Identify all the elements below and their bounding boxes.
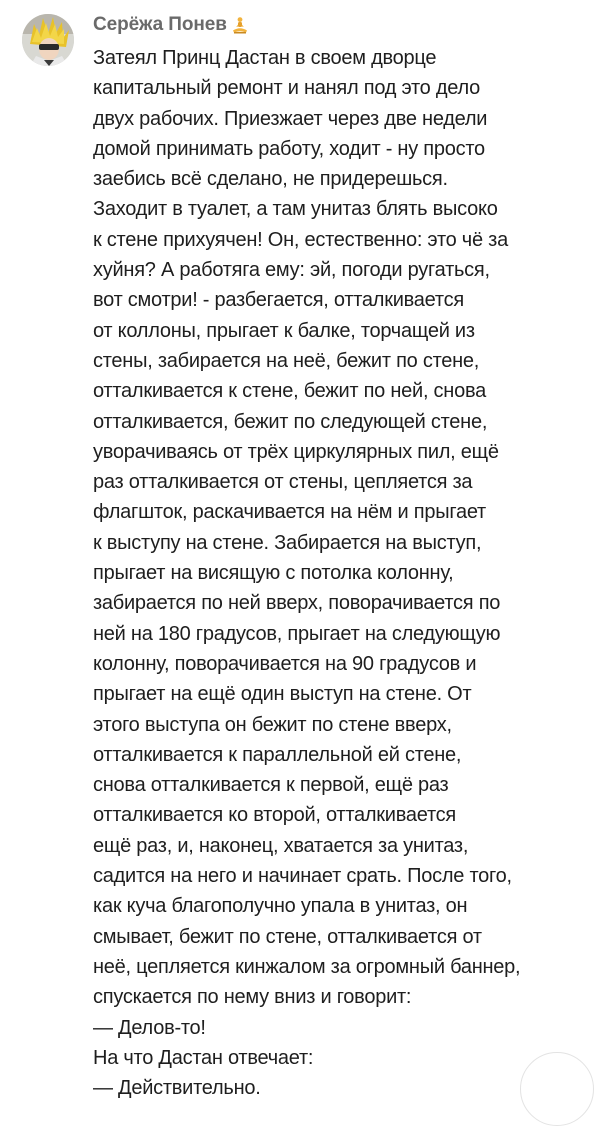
comment-text <box>93 43 598 1103</box>
avatar-image <box>22 14 74 66</box>
message-line: забирается по ней вверх, поворачивается по <box>93 592 501 615</box>
message-line: отталкивается ко второй, отталкивается <box>93 804 456 827</box>
message-line: отталкивается к стене, бежит по ней, снова <box>93 380 486 403</box>
message-line: прыгает на висящую с потолка колонну, <box>93 562 454 585</box>
message-line: Заходит в туалет, а там унитаз блять высоко <box>93 198 498 221</box>
message-line: капитальный ремонт и нанял под это дело <box>93 77 481 100</box>
message-line: флагшток, раскачивается на нём и прыгает <box>93 501 486 524</box>
message-line: — Делов-то! <box>93 1016 206 1039</box>
message-line: к стене прихуячен! Он, естественно: это чё за <box>93 228 508 251</box>
message-line: садится на него и начинает срать. После того, <box>93 865 512 888</box>
message-line: вот смотри! - разбегается, отталкивается <box>93 289 464 312</box>
message-line: спускается по нему вниз и говорит: <box>93 986 412 1009</box>
message-line: колонну, поворачивается на 90 градусов и <box>93 652 477 675</box>
message-line: раз отталкивается от стены, цепляется за <box>93 471 473 494</box>
avatar[interactable] <box>22 14 74 66</box>
message-line: заебись всё сделано, не придерешься. <box>93 168 448 191</box>
message-line: стены, забирается на неё, бежит по стене, <box>93 349 480 372</box>
message-line: отталкивается к параллельной ей стене, <box>93 743 462 766</box>
message-line: На что Дастан отвечает: <box>93 1046 314 1069</box>
message-line: ней на 180 градусов, прыгает на следующую <box>93 622 501 645</box>
message-line: ещё раз, и, наконец, хватается за унитаз, <box>93 834 469 857</box>
message-line: от коллоны, прыгает к балке, торчащей из <box>93 319 475 342</box>
message-line: к выступу на стене. Забирается на выступ, <box>93 531 482 554</box>
message-line: хуйня? А работяга ему: эй, погоди ругаться, <box>93 259 490 282</box>
message-line: двух рабочих. Приезжает через две недели <box>93 107 488 130</box>
message-line: этого выступа он бежит по стене вверх, <box>93 713 452 736</box>
message-line: отталкивается, бежит по следующей стене, <box>93 410 488 433</box>
message-line: Затеял Принц Дастан в своем дворце <box>93 47 437 69</box>
message-line: неё, цепляется кинжалом за огромный баннер, <box>93 955 521 978</box>
message-line: — Действительно. <box>93 1077 261 1100</box>
message-line: снова отталкивается к первой, ещё раз <box>93 774 449 797</box>
message-line: как куча благополучно упала в унитаз, он <box>93 895 468 918</box>
author-row <box>93 12 249 38</box>
message-line: уворачиваясь от трёх циркулярных пил, ещё <box>93 440 499 463</box>
floating-action-button[interactable] <box>520 1052 594 1126</box>
meditating-person-emoji-icon <box>231 16 249 34</box>
author-name[interactable]: Серёжа Понев <box>93 14 227 35</box>
message-line: смывает, бежит по стене, отталкивается от <box>93 925 482 948</box>
message-line: домой принимать работу, ходит - ну просто <box>93 137 485 160</box>
message-line: прыгает на ещё один выступ на стене. От <box>93 683 472 706</box>
